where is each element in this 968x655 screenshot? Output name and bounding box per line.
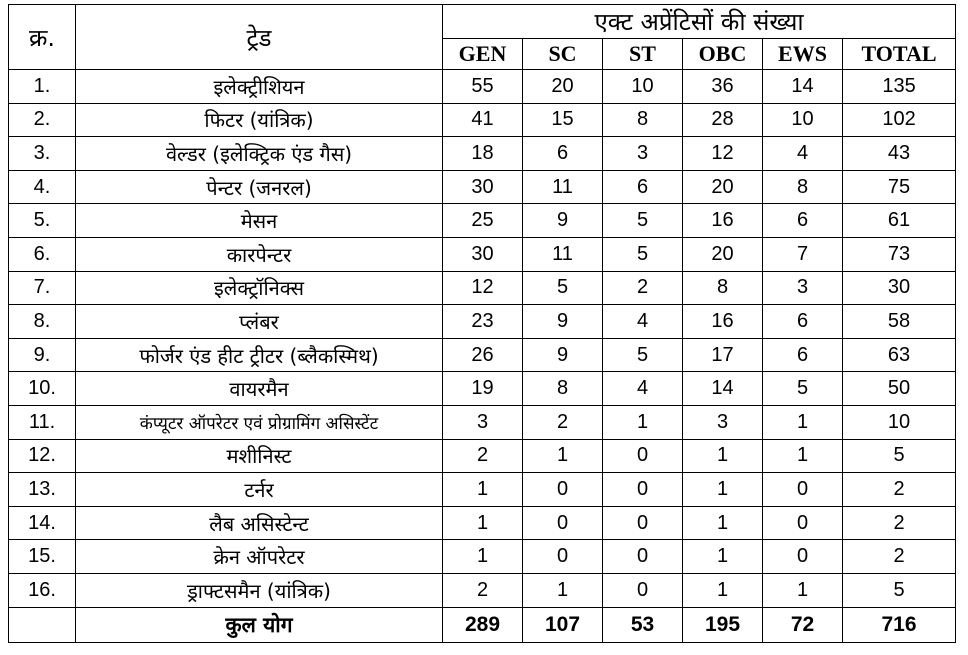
sc-cell: 0 bbox=[523, 540, 603, 574]
table-row bbox=[9, 573, 956, 607]
total-cell: 58 bbox=[843, 305, 956, 339]
total-ews: 72 bbox=[763, 607, 843, 642]
ews-cell: 6 bbox=[763, 305, 843, 339]
st-cell: 0 bbox=[603, 573, 683, 607]
table-row bbox=[9, 473, 956, 507]
obc-cell: 1 bbox=[683, 540, 763, 574]
gen-cell: 30 bbox=[443, 170, 523, 204]
table-row bbox=[9, 237, 956, 271]
total-cell: 73 bbox=[843, 237, 956, 271]
table-row bbox=[9, 204, 956, 238]
gen-cell: 3 bbox=[443, 405, 523, 439]
gen-cell: 30 bbox=[443, 237, 523, 271]
table-row bbox=[9, 439, 956, 473]
ews-cell: 7 bbox=[763, 237, 843, 271]
st-cell: 10 bbox=[603, 70, 683, 104]
serial-cell: 8. bbox=[9, 305, 76, 339]
header-st: ST bbox=[603, 39, 683, 70]
obc-cell: 20 bbox=[683, 237, 763, 271]
sc-cell: 1 bbox=[523, 573, 603, 607]
obc-cell: 1 bbox=[683, 573, 763, 607]
ews-cell: 8 bbox=[763, 170, 843, 204]
ews-cell: 0 bbox=[763, 473, 843, 507]
trade-name-cell: फोर्जर एंड हीट ट्रीटर (ब्लैकस्मिथ) bbox=[76, 338, 443, 372]
st-cell: 0 bbox=[603, 540, 683, 574]
trade-name-cell: क्रेन ऑपरेटर bbox=[76, 540, 443, 574]
serial-cell: 4. bbox=[9, 170, 76, 204]
sc-cell: 0 bbox=[523, 473, 603, 507]
sc-cell: 2 bbox=[523, 405, 603, 439]
st-cell: 0 bbox=[603, 439, 683, 473]
st-cell: 1 bbox=[603, 405, 683, 439]
st-cell: 6 bbox=[603, 170, 683, 204]
obc-cell: 1 bbox=[683, 473, 763, 507]
sc-cell: 20 bbox=[523, 70, 603, 104]
obc-cell: 16 bbox=[683, 204, 763, 238]
ews-cell: 1 bbox=[763, 439, 843, 473]
header-apprentice-count: एक्ट अप्रेंटिसों की संख्या bbox=[443, 5, 956, 39]
trade-name-cell: ड्राफ्टसमैन (यांत्रिक) bbox=[76, 573, 443, 607]
total-row bbox=[9, 607, 956, 642]
serial-cell: 15. bbox=[9, 540, 76, 574]
serial-cell: 9. bbox=[9, 338, 76, 372]
serial-cell: 2. bbox=[9, 103, 76, 137]
sc-cell: 9 bbox=[523, 338, 603, 372]
ews-cell: 4 bbox=[763, 137, 843, 171]
serial-cell: 13. bbox=[9, 473, 76, 507]
ews-cell: 0 bbox=[763, 506, 843, 540]
ews-cell: 1 bbox=[763, 573, 843, 607]
obc-cell: 17 bbox=[683, 338, 763, 372]
trade-name-cell: इलेक्ट्रीशियन bbox=[76, 70, 443, 104]
ews-cell: 0 bbox=[763, 540, 843, 574]
header-trade: ट्रेड bbox=[76, 5, 443, 70]
table-row bbox=[9, 271, 956, 305]
gen-cell: 2 bbox=[443, 439, 523, 473]
sc-cell: 1 bbox=[523, 439, 603, 473]
ews-cell: 3 bbox=[763, 271, 843, 305]
gen-cell: 12 bbox=[443, 271, 523, 305]
total-sc: 107 bbox=[523, 607, 603, 642]
st-cell: 8 bbox=[603, 103, 683, 137]
gen-cell: 1 bbox=[443, 473, 523, 507]
header-gen: GEN bbox=[443, 39, 523, 70]
gen-cell: 1 bbox=[443, 506, 523, 540]
obc-cell: 12 bbox=[683, 137, 763, 171]
ews-cell: 6 bbox=[763, 338, 843, 372]
st-cell: 5 bbox=[603, 237, 683, 271]
gen-cell: 19 bbox=[443, 372, 523, 406]
total-label: कुल योग bbox=[76, 607, 443, 642]
gen-cell: 1 bbox=[443, 540, 523, 574]
serial-cell: 6. bbox=[9, 237, 76, 271]
total-cell: 2 bbox=[843, 506, 956, 540]
trade-name-cell: वायरमैन bbox=[76, 372, 443, 406]
total-cell: 10 bbox=[843, 405, 956, 439]
total-cell: 43 bbox=[843, 137, 956, 171]
total-cell: 135 bbox=[843, 70, 956, 104]
total-cell: 5 bbox=[843, 439, 956, 473]
total-cell: 102 bbox=[843, 103, 956, 137]
trade-name-cell: मशीनिस्ट bbox=[76, 439, 443, 473]
sc-cell: 8 bbox=[523, 372, 603, 406]
table-row bbox=[9, 540, 956, 574]
st-cell: 0 bbox=[603, 506, 683, 540]
st-cell: 5 bbox=[603, 338, 683, 372]
sc-cell: 15 bbox=[523, 103, 603, 137]
trade-name-cell: प्लंबर bbox=[76, 305, 443, 339]
table-row bbox=[9, 170, 956, 204]
sc-cell: 9 bbox=[523, 204, 603, 238]
st-cell: 4 bbox=[603, 372, 683, 406]
table-row bbox=[9, 372, 956, 406]
gen-cell: 18 bbox=[443, 137, 523, 171]
ews-cell: 1 bbox=[763, 405, 843, 439]
total-st: 53 bbox=[603, 607, 683, 642]
table-row bbox=[9, 506, 956, 540]
gen-cell: 25 bbox=[443, 204, 523, 238]
sc-cell: 6 bbox=[523, 137, 603, 171]
sc-cell: 9 bbox=[523, 305, 603, 339]
serial-cell: 3. bbox=[9, 137, 76, 171]
ews-cell: 6 bbox=[763, 204, 843, 238]
gen-cell: 2 bbox=[443, 573, 523, 607]
gen-cell: 26 bbox=[443, 338, 523, 372]
serial-cell: 16. bbox=[9, 573, 76, 607]
table-row bbox=[9, 405, 956, 439]
gen-cell: 55 bbox=[443, 70, 523, 104]
trade-name-cell: टर्नर bbox=[76, 473, 443, 507]
serial-cell: 11. bbox=[9, 405, 76, 439]
obc-cell: 1 bbox=[683, 439, 763, 473]
total-cell: 2 bbox=[843, 473, 956, 507]
sc-cell: 0 bbox=[523, 506, 603, 540]
table-body bbox=[9, 70, 956, 608]
gen-cell: 23 bbox=[443, 305, 523, 339]
st-cell: 0 bbox=[603, 473, 683, 507]
sc-cell: 11 bbox=[523, 170, 603, 204]
trade-name-cell: वेल्डर (इलेक्ट्रिक एंड गैस) bbox=[76, 137, 443, 171]
table-row bbox=[9, 103, 956, 137]
header-sc: SC bbox=[523, 39, 603, 70]
serial-cell: 12. bbox=[9, 439, 76, 473]
header-total: TOTAL bbox=[843, 39, 956, 70]
table-row bbox=[9, 137, 956, 171]
obc-cell: 14 bbox=[683, 372, 763, 406]
obc-cell: 3 bbox=[683, 405, 763, 439]
obc-cell: 8 bbox=[683, 271, 763, 305]
obc-cell: 36 bbox=[683, 70, 763, 104]
total-total: 716 bbox=[843, 607, 956, 642]
sc-cell: 11 bbox=[523, 237, 603, 271]
trade-name-cell: कंप्यूटर ऑपरेटर एवं प्रोग्रामिंग असिस्टेंट bbox=[76, 405, 443, 439]
obc-cell: 20 bbox=[683, 170, 763, 204]
trade-name-cell: पेन्टर (जनरल) bbox=[76, 170, 443, 204]
total-obc: 195 bbox=[683, 607, 763, 642]
obc-cell: 16 bbox=[683, 305, 763, 339]
st-cell: 2 bbox=[603, 271, 683, 305]
total-serial-cell bbox=[9, 607, 76, 642]
obc-cell: 28 bbox=[683, 103, 763, 137]
total-cell: 50 bbox=[843, 372, 956, 406]
obc-cell: 1 bbox=[683, 506, 763, 540]
total-cell: 30 bbox=[843, 271, 956, 305]
total-cell: 61 bbox=[843, 204, 956, 238]
ews-cell: 10 bbox=[763, 103, 843, 137]
total-cell: 2 bbox=[843, 540, 956, 574]
total-cell: 75 bbox=[843, 170, 956, 204]
table-row bbox=[9, 338, 956, 372]
header-obc: OBC bbox=[683, 39, 763, 70]
header-serial: क्र. bbox=[9, 5, 76, 70]
trade-name-cell: फिटर (यांत्रिक) bbox=[76, 103, 443, 137]
total-gen: 289 bbox=[443, 607, 523, 642]
trade-name-cell: लैब असिस्टेन्ट bbox=[76, 506, 443, 540]
table-row bbox=[9, 305, 956, 339]
st-cell: 3 bbox=[603, 137, 683, 171]
total-cell: 63 bbox=[843, 338, 956, 372]
trade-name-cell: इलेक्ट्रॉनिक्स bbox=[76, 271, 443, 305]
total-cell: 5 bbox=[843, 573, 956, 607]
ews-cell: 5 bbox=[763, 372, 843, 406]
serial-cell: 10. bbox=[9, 372, 76, 406]
header-ews: EWS bbox=[763, 39, 843, 70]
table-row bbox=[9, 70, 956, 104]
serial-cell: 7. bbox=[9, 271, 76, 305]
ews-cell: 14 bbox=[763, 70, 843, 104]
st-cell: 5 bbox=[603, 204, 683, 238]
gen-cell: 41 bbox=[443, 103, 523, 137]
trade-name-cell: मेसन bbox=[76, 204, 443, 238]
serial-cell: 14. bbox=[9, 506, 76, 540]
serial-cell: 5. bbox=[9, 204, 76, 238]
apprentice-trade-table bbox=[8, 4, 956, 643]
st-cell: 4 bbox=[603, 305, 683, 339]
trade-name-cell: कारपेन्टर bbox=[76, 237, 443, 271]
serial-cell: 1. bbox=[9, 70, 76, 104]
sc-cell: 5 bbox=[523, 271, 603, 305]
